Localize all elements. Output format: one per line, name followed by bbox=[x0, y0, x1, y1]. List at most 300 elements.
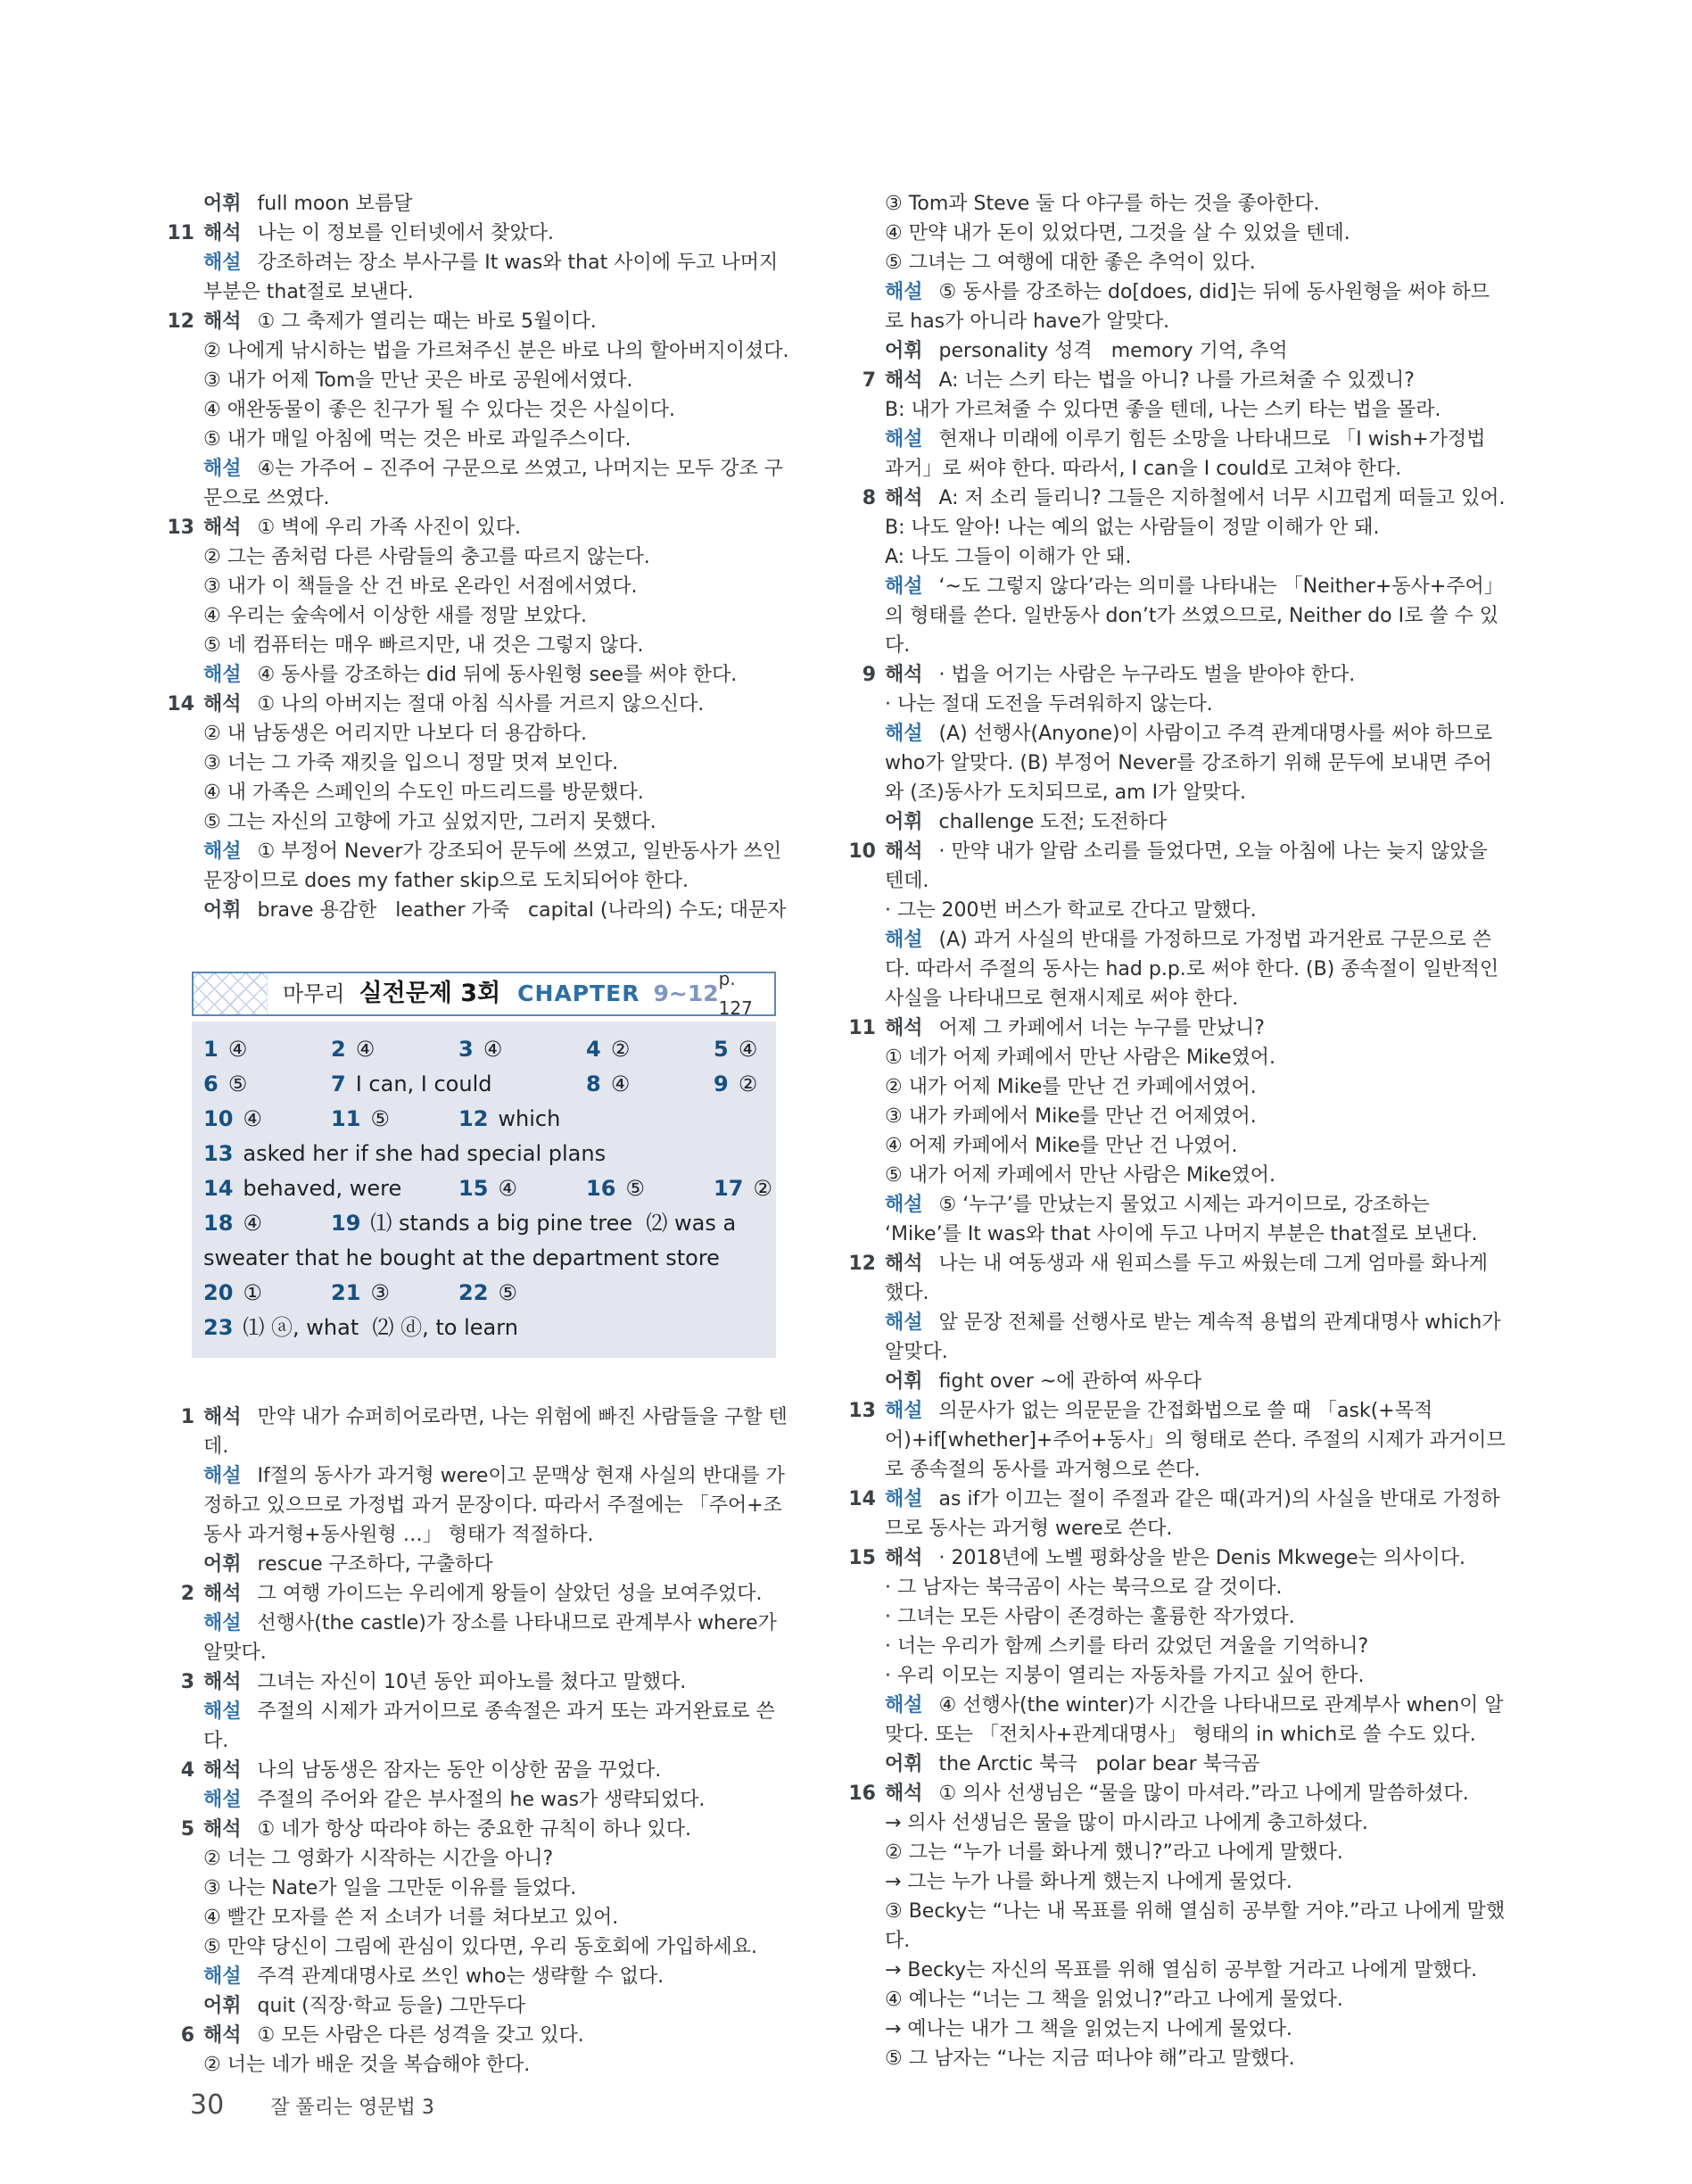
paragraph bbox=[203, 1815, 789, 1844]
paragraph-text: ③ 너는 그 가죽 재킷을 입으니 정말 멋져 보인다. bbox=[203, 752, 619, 774]
label-translation: 해석 bbox=[203, 693, 242, 716]
label-translation: 해석 bbox=[885, 369, 923, 392]
answer-number: 5 bbox=[714, 1037, 729, 1062]
answer-value: ⑴ stands a big pine tree ⑵ was a bbox=[370, 1211, 737, 1236]
answer-cell bbox=[203, 1035, 331, 1064]
paragraph bbox=[885, 1131, 1508, 1161]
answer-number: 15 bbox=[458, 1176, 489, 1201]
paragraph-text: · 만약 내가 알람 소리를 들었다면, 오늘 아침에 나는 늦지 않았을 텐데. bbox=[885, 840, 1494, 892]
paragraph-text: ② 나에게 낚시하는 법을 가르쳐주신 분은 바로 나의 할아버지이셨다. bbox=[203, 340, 789, 362]
paragraph bbox=[885, 513, 1508, 542]
label-translation: 해석 bbox=[203, 222, 242, 244]
answer-number: 2 bbox=[331, 1037, 346, 1062]
paragraph bbox=[885, 1249, 1508, 1308]
answer-cell bbox=[331, 1278, 458, 1308]
paragraph bbox=[885, 542, 1508, 572]
paragraph bbox=[203, 601, 789, 631]
item-number: 8 bbox=[862, 487, 876, 509]
item-number: 12 bbox=[848, 1253, 876, 1275]
answer-number: 13 bbox=[203, 1141, 234, 1166]
answer-number: 20 bbox=[203, 1280, 234, 1305]
label-explanation: 해설 bbox=[885, 1194, 923, 1216]
paragraph-text: 앞 문장 전체를 선행사로 받는 계속적 용법의 관계대명사 which가 알맞다. bbox=[885, 1311, 1507, 1363]
item-number: 9 bbox=[862, 664, 876, 686]
answer-value: ② bbox=[753, 1176, 772, 1201]
item-number: 16 bbox=[848, 1783, 876, 1805]
paragraph-text: 현재나 미래에 이루기 힘든 소망을 나타내므로 「I wish+가정법 과거」로 써야 한다. 따라서, I can을 I could로 고쳐야 한다. bbox=[885, 428, 1492, 480]
answer-item bbox=[846, 837, 1508, 1013]
label-vocabulary: 어휘 bbox=[203, 1995, 242, 2017]
paragraph-text: ⑤ 그는 자신의 고향에 가고 싶었지만, 그러지 못했다. bbox=[203, 811, 656, 833]
item-body bbox=[203, 1756, 789, 1815]
answer-value: ② bbox=[738, 1071, 758, 1096]
paragraph-text: ② 너는 네가 배운 것을 복습해야 한다. bbox=[203, 2054, 531, 2076]
paragraph-text: ④ 내 가족은 스페인의 수도인 마드리드를 방문했다. bbox=[203, 782, 644, 804]
paragraph bbox=[203, 1932, 789, 1962]
paragraph-text: → Becky는 자신의 목표를 위해 열심히 공부할 거라고 나에게 말했다. bbox=[885, 1959, 1478, 1981]
paragraph bbox=[885, 189, 1508, 219]
answer-value: ④ bbox=[738, 1037, 758, 1062]
answer-cell bbox=[331, 1035, 458, 1064]
paragraph-text: 그녀는 자신이 10년 동안 피아노를 쳤다고 말했다. bbox=[257, 1671, 687, 1693]
paragraph-text: ③ 내가 어제 Tom을 만난 곳은 바로 공원에서였다. bbox=[203, 369, 633, 392]
answer-number: 22 bbox=[458, 1280, 489, 1305]
answer-cell bbox=[586, 1035, 714, 1064]
paragraph bbox=[885, 1897, 1508, 1956]
paragraph-text: ③ Tom과 Steve 둘 다 야구를 하는 것을 좋아한다. bbox=[885, 193, 1320, 215]
answer-item bbox=[165, 690, 789, 925]
label-translation: 해석 bbox=[203, 1406, 242, 1428]
answer-value: ③ bbox=[370, 1280, 390, 1305]
label-explanation: 해설 bbox=[203, 840, 242, 863]
paragraph bbox=[203, 807, 789, 837]
right-column bbox=[846, 189, 1508, 2073]
paragraph bbox=[203, 690, 789, 719]
paragraph-text: 나는 내 여동생과 새 원피스를 두고 싸웠는데 그게 엄마를 화나게 했다. bbox=[885, 1253, 1495, 1304]
paragraph bbox=[885, 1161, 1508, 1190]
paragraph-text: ④ 예나는 “너는 그 책을 읽었니?”라고 나에게 물었다. bbox=[885, 1989, 1343, 2011]
paragraph bbox=[203, 1550, 789, 1579]
paragraph-text: A: 너는 스키 타는 법을 아니? 나를 가르쳐줄 수 있겠니? bbox=[938, 369, 1415, 392]
item-number: 14 bbox=[167, 693, 194, 716]
paragraph-text: 그 여행 가이드는 우리에게 왕들이 살았던 성을 보여주었다. bbox=[257, 1583, 763, 1605]
answer-cell bbox=[331, 1104, 458, 1134]
paragraph bbox=[203, 454, 789, 513]
paragraph-text: If절의 동사가 과거형 were이고 문맥상 현재 사실의 반대를 가정하고 있으므로 가정법 과거 문장이다. 따라서 주절에는 「주어+조동사 과거형+동사원형 …」 형태가 적절하다. bbox=[203, 1465, 785, 1546]
label-vocabulary: 어휘 bbox=[203, 899, 242, 922]
paragraph bbox=[885, 1691, 1508, 1750]
answer-value: ④ bbox=[610, 1071, 631, 1096]
item-body bbox=[885, 1013, 1508, 1249]
item-body bbox=[885, 189, 1508, 366]
paragraph bbox=[203, 719, 789, 749]
paragraph bbox=[885, 1543, 1508, 1573]
paragraph bbox=[885, 1838, 1508, 1867]
paragraph bbox=[885, 1367, 1508, 1396]
answer-number: 23 bbox=[203, 1315, 234, 1340]
paragraph-text: the Arctic 북극 polar bear 북극곰 bbox=[938, 1753, 1260, 1775]
item-body bbox=[885, 1485, 1508, 1543]
paragraph bbox=[885, 1190, 1508, 1249]
label-translation: 해석 bbox=[203, 1583, 242, 1605]
answer-number: 21 bbox=[331, 1280, 361, 1305]
paragraph-text: ⑤ 내가 매일 아침에 먹는 것은 바로 과일주스이다. bbox=[203, 428, 631, 451]
answer-number: 11 bbox=[331, 1106, 361, 1131]
answer-number: 8 bbox=[586, 1071, 601, 1096]
answer-value: ④ bbox=[243, 1106, 262, 1131]
answer-item bbox=[165, 1402, 789, 1579]
paragraph-text: ④ 만약 내가 돈이 있었다면, 그것을 살 수 있었을 텐데. bbox=[885, 222, 1350, 244]
paragraph bbox=[885, 1632, 1508, 1661]
label-explanation: 해설 bbox=[885, 281, 923, 303]
item-number: 5 bbox=[180, 1818, 194, 1841]
label-explanation: 해설 bbox=[885, 428, 923, 451]
chapter-label: CHAPTER bbox=[517, 980, 640, 1006]
left-column bbox=[165, 189, 789, 2080]
paragraph-text: fight over ~에 관하여 싸우다 bbox=[938, 1370, 1202, 1393]
paragraph bbox=[203, 572, 789, 601]
paragraph bbox=[885, 1043, 1508, 1072]
paragraph-text: ① 네가 항상 따라야 하는 중요한 규칙이 하나 있다. bbox=[257, 1818, 691, 1841]
label-translation: 해석 bbox=[885, 487, 923, 509]
label-translation: 해석 bbox=[203, 1671, 242, 1693]
label-translation: 해석 bbox=[203, 1759, 242, 1782]
item-number: 6 bbox=[180, 2024, 194, 2047]
paragraph bbox=[885, 660, 1508, 690]
item-number: 11 bbox=[848, 1017, 876, 1039]
answer-value: asked her if she had special plans bbox=[243, 1141, 607, 1166]
answer-grid bbox=[192, 1022, 776, 1358]
page-footer bbox=[190, 2089, 434, 2121]
paragraph-text: ④ 애완동물이 좋은 친구가 될 수 있다는 것은 사실이다. bbox=[203, 399, 675, 421]
label-vocabulary: 어휘 bbox=[885, 1370, 923, 1393]
answer-value: ⑴ ⓐ, what ⑵ ⓓ, to learn bbox=[243, 1315, 518, 1340]
label-explanation: 해설 bbox=[885, 1488, 923, 1510]
label-explanation: 해설 bbox=[203, 1700, 242, 1723]
answer-value: behaved, were bbox=[243, 1176, 402, 1201]
answer-value: ④ bbox=[227, 1037, 248, 1062]
paragraph bbox=[203, 1844, 789, 1874]
paragraph-text: full moon 보름달 bbox=[257, 193, 413, 215]
paragraph-text: ② 내가 어제 Mike를 만난 건 카페에서였어. bbox=[885, 1076, 1257, 1098]
paragraph-text: as if가 이끄는 절이 주절과 같은 때(과거)의 사실을 반대로 가정하므로 동사는 과거형 were로 쓴다. bbox=[885, 1488, 1500, 1540]
answer-value: ⑤ bbox=[370, 1106, 390, 1131]
answer-item bbox=[846, 1779, 1508, 2073]
answer-item bbox=[846, 1396, 1508, 1485]
paragraph-text: (A) 선행사(Anyone)이 사람이고 주격 관계대명사를 써야 하므로 who가 알맞다. (B) 부정어 Never를 강조하기 위해 문두에 보내면 주어와 (조)동사가 도치되므로, am I가 알맞다. bbox=[885, 723, 1499, 804]
paragraph bbox=[885, 1750, 1508, 1779]
paragraph bbox=[203, 395, 789, 425]
answer-value: ① bbox=[243, 1280, 262, 1305]
label-vocabulary: 어휘 bbox=[885, 1753, 923, 1775]
answer-number: 12 bbox=[458, 1106, 489, 1131]
paragraph-text: ① 의사 선생님은 “물을 많이 마셔라.”라고 나에게 말씀하셨다. bbox=[938, 1783, 1469, 1805]
answer-value: ② bbox=[610, 1037, 631, 1062]
paragraph-text: ③ Becky는 “나는 내 목표를 위해 열심히 공부할 거야.”라고 나에게 말했다. bbox=[885, 1900, 1506, 1952]
paragraph bbox=[203, 631, 789, 660]
paragraph-text: 주절의 주어와 같은 부사절의 he was가 생략되었다. bbox=[257, 1789, 706, 1811]
item-body bbox=[885, 366, 1508, 484]
paragraph-text: ① 그 축제가 열리는 때는 바로 5월이다. bbox=[257, 310, 597, 333]
paragraph-text: challenge 도전; 도전하다 bbox=[938, 811, 1168, 833]
label-translation: 해석 bbox=[203, 517, 242, 539]
label-explanation: 해설 bbox=[203, 1965, 242, 1988]
label-translation: 해석 bbox=[203, 1818, 242, 1841]
answer-value: ⑤ bbox=[227, 1071, 248, 1096]
item-body bbox=[203, 513, 789, 690]
item-body bbox=[203, 1402, 789, 1579]
paragraph bbox=[885, 1956, 1508, 1985]
answer-item bbox=[165, 513, 789, 690]
paragraph bbox=[885, 219, 1508, 248]
answer-item bbox=[846, 660, 1508, 837]
answer-value: which bbox=[498, 1106, 561, 1131]
answer-item bbox=[165, 1815, 789, 2021]
paragraph-text: 주절의 시제가 과거이므로 종속절은 과거 또는 과거완료로 쓴다. bbox=[203, 1700, 775, 1752]
paragraph bbox=[203, 1991, 789, 2021]
paragraph bbox=[885, 1867, 1508, 1897]
paragraph bbox=[885, 572, 1508, 660]
paragraph bbox=[203, 1785, 789, 1815]
paragraph bbox=[203, 1903, 789, 1932]
paragraph bbox=[885, 248, 1508, 277]
paragraph bbox=[203, 248, 789, 307]
label-explanation: 해설 bbox=[885, 929, 923, 951]
item-number: 11 bbox=[167, 222, 194, 244]
paragraph-text: · 그는 200번 버스가 학교로 간다고 말했다. bbox=[885, 899, 1257, 922]
paragraph-text: · 나는 절대 도전을 두려워하지 않는다. bbox=[885, 693, 1213, 716]
paragraph-text: → 그는 누가 나를 화나게 했는지 나에게 물었다. bbox=[885, 1871, 1292, 1893]
paragraph-text: ⑤ 그 남자는 “나는 지금 떠나야 해”라고 말했다. bbox=[885, 2048, 1295, 2070]
paragraph-text: A: 저 소리 들리니? 그들은 지하철에서 너무 시끄럽게 떠들고 있어. bbox=[938, 487, 1506, 509]
paragraph-text: 나는 이 정보를 인터넷에서 찾았다. bbox=[257, 222, 555, 244]
label-translation: 해석 bbox=[885, 1547, 923, 1569]
paragraph-text: ① 네가 어제 카페에서 만난 사람은 Mike였어. bbox=[885, 1046, 1276, 1069]
paragraph bbox=[203, 1579, 789, 1609]
answer-cell-continuation bbox=[203, 1244, 772, 1273]
answer-key-title bbox=[283, 979, 719, 1010]
paragraph bbox=[885, 1985, 1508, 2014]
item-body bbox=[203, 1579, 789, 1667]
paragraph-text: ① 모든 사람은 다른 성격을 갖고 있다. bbox=[257, 2024, 584, 2047]
answer-value: ⑤ bbox=[498, 1280, 517, 1305]
label-explanation: 해설 bbox=[203, 252, 242, 274]
label-explanation: 해설 bbox=[885, 1311, 923, 1334]
answer-number: 17 bbox=[714, 1176, 744, 1201]
paragraph bbox=[885, 1013, 1508, 1043]
answer-cell bbox=[714, 1174, 772, 1204]
paragraph-text: ④ 선행사(the winter)가 시간을 나타내므로 관계부사 when이 알맞다. 또는 「전치사+관계대명사」 형태의 in which로 쓸 수도 있다. bbox=[885, 1694, 1504, 1746]
paragraph-text: B: 내가 가르쳐줄 수 있다면 좋을 텐데, 나는 스키 타는 법을 몰라. bbox=[885, 399, 1441, 421]
paragraph bbox=[203, 1609, 789, 1667]
paragraph-text: · 그녀는 모든 사람이 존경하는 훌륭한 작가였다. bbox=[885, 1606, 1295, 1628]
book-title: 잘 풀리는 영문법 3 bbox=[270, 2097, 434, 2119]
label-translation: 해석 bbox=[885, 664, 923, 686]
paragraph bbox=[203, 1667, 789, 1697]
paragraph-text: ③ 내가 이 책들을 산 건 바로 온라인 서점에서였다. bbox=[203, 575, 638, 598]
page-number: 30 bbox=[190, 2089, 225, 2121]
item-number: 1 bbox=[180, 1406, 194, 1428]
answer-cell bbox=[458, 1104, 772, 1134]
answer-cell bbox=[331, 1070, 586, 1099]
answer-number: 6 bbox=[203, 1071, 219, 1096]
label-explanation: 해설 bbox=[885, 1694, 923, 1717]
paragraph bbox=[203, 189, 789, 219]
paragraph-text: rescue 구조하다, 구출하다 bbox=[257, 1553, 493, 1576]
answer-cell bbox=[203, 1070, 331, 1099]
item-number: 12 bbox=[167, 310, 194, 333]
paragraph-text: 선행사(the castle)가 장소를 나타내므로 관계부사 where가 알맞다. bbox=[203, 1612, 783, 1664]
paragraph bbox=[203, 336, 789, 366]
paragraph-text: ④ 빨간 모자를 쓴 저 소녀가 너를 쳐다보고 있어. bbox=[203, 1907, 619, 1929]
label-translation: 해석 bbox=[885, 1253, 923, 1275]
item-number: 13 bbox=[167, 517, 194, 539]
answer-number: 19 bbox=[331, 1211, 361, 1236]
paragraph-text: ‘~도 그렇지 않다’라는 의미를 나타내는 「Neither+동사+주어」의 형태를 쓴다. 일반동사 don’t가 쓰였으므로, Neither do I로 쓸 수 있다. bbox=[885, 575, 1504, 657]
paragraph bbox=[885, 807, 1508, 837]
paragraph bbox=[885, 1102, 1508, 1131]
answer-item bbox=[846, 366, 1508, 484]
paragraph bbox=[885, 896, 1508, 925]
label-vocabulary: 어휘 bbox=[885, 340, 923, 362]
paragraph-text: ① 부정어 Never가 강조되어 문두에 쓰였고, 일반동사가 쓰인 문장이므로 does my father skip으로 도치되어야 한다. bbox=[203, 840, 788, 892]
item-body bbox=[885, 1396, 1508, 1485]
page-reference: p. 127 bbox=[718, 968, 753, 1019]
item-body bbox=[885, 660, 1508, 837]
answer-cell bbox=[458, 1278, 586, 1308]
paragraph bbox=[203, 1461, 789, 1550]
item-body bbox=[885, 837, 1508, 1013]
paragraph-text: ④ 동사를 강조하는 did 뒤에 동사원형 see를 써야 한다. bbox=[257, 664, 738, 686]
paragraph bbox=[885, 690, 1508, 719]
item-number: 3 bbox=[180, 1671, 194, 1693]
paragraph-text: 의문사가 없는 의문문을 간접화법으로 쓸 때 「ask(+목적어)+if[whether]+주어+동사」의 형태로 쓴다. 주절의 시제가 과거이므로 종속절의 동사를 과거형으로 쓴다. bbox=[885, 1400, 1506, 1481]
answer-item bbox=[165, 2021, 789, 2080]
paragraph-text: ④ 어제 카페에서 Mike를 만난 건 나였어. bbox=[885, 1135, 1238, 1157]
chapter-range: 9~12 bbox=[653, 980, 719, 1006]
answer-item bbox=[846, 1543, 1508, 1779]
paragraph bbox=[885, 1485, 1508, 1543]
paragraph-text: ⑤ 동사를 강조하는 do[does, did]는 뒤에 동사원형을 써야 하므로 has가 아니라 have가 알맞다. bbox=[885, 281, 1490, 333]
answer-number: 9 bbox=[714, 1071, 729, 1096]
answer-value: I can, I could bbox=[355, 1071, 492, 1096]
paragraph-text: ① 나의 아버지는 절대 아침 식사를 거르지 않으신다. bbox=[257, 693, 705, 716]
answer-value: ⑤ bbox=[625, 1176, 645, 1201]
answer-item bbox=[165, 189, 789, 219]
paragraph bbox=[885, 395, 1508, 425]
paragraph-text: · 우리 이모는 지붕이 열리는 자동차를 가지고 싶어 한다. bbox=[885, 1665, 1365, 1687]
item-number: 15 bbox=[848, 1547, 876, 1569]
paragraph-text: · 너는 우리가 함께 스키를 타러 갔었던 겨울을 기억하니? bbox=[885, 1635, 1369, 1658]
paragraph-text: ④는 가주어 – 진주어 구문으로 쓰였고, 나머지는 모두 강조 구문으로 쓰였다. bbox=[203, 458, 783, 509]
paragraph bbox=[203, 366, 789, 395]
paragraph bbox=[885, 484, 1508, 513]
label-vocabulary: 어휘 bbox=[203, 193, 242, 215]
paragraph bbox=[885, 1661, 1508, 1691]
paragraph-text: ② 너는 그 영화가 시작하는 시간을 아니? bbox=[203, 1848, 554, 1870]
label-explanation: 해설 bbox=[203, 664, 242, 686]
answer-cell bbox=[203, 1209, 331, 1238]
paragraph bbox=[203, 749, 789, 778]
label-explanation: 해설 bbox=[203, 1789, 242, 1811]
answer-value: sweater that he bought at the department store bbox=[203, 1245, 720, 1270]
paragraph-text: ⑤ 내가 어제 카페에서 만난 사람은 Mike였어. bbox=[885, 1164, 1276, 1187]
paragraph bbox=[203, 1962, 789, 1991]
paragraph-text: ③ 나는 Nate가 일을 그만둔 이유를 들었다. bbox=[203, 1877, 577, 1899]
label-vocabulary: 어휘 bbox=[885, 811, 923, 833]
item-body bbox=[885, 484, 1508, 660]
paragraph bbox=[885, 925, 1508, 1013]
paragraph-text: → 예나는 내가 그 책을 읽었는지 나에게 물었다. bbox=[885, 2018, 1292, 2040]
paragraph-text: · 2018년에 노벨 평화상을 받은 Denis Mkwege는 의사이다. bbox=[938, 1547, 1465, 1569]
label-translation: 해석 bbox=[203, 2024, 242, 2047]
paragraph bbox=[885, 336, 1508, 366]
paragraph-text: ② 그는 “누가 너를 화나게 했니?”라고 나에게 말했다. bbox=[885, 1841, 1343, 1864]
item-number: 14 bbox=[848, 1488, 876, 1510]
item-body bbox=[885, 1249, 1508, 1396]
answer-number: 3 bbox=[458, 1037, 474, 1062]
label-explanation: 해설 bbox=[203, 458, 242, 480]
answer-number: 18 bbox=[203, 1211, 234, 1236]
answer-cell bbox=[586, 1174, 714, 1204]
paragraph-text: ② 내 남동생은 어리지만 나보다 더 용감하다. bbox=[203, 723, 587, 745]
label-explanation: 해설 bbox=[885, 723, 923, 745]
paragraph bbox=[885, 1779, 1508, 1808]
answer-item bbox=[846, 484, 1508, 660]
paragraph-text: · 그 남자는 북극곰이 사는 북극으로 갈 것이다. bbox=[885, 1576, 1283, 1599]
paragraph bbox=[203, 542, 789, 572]
diamond-pattern-decoration bbox=[194, 973, 268, 1014]
answer-item bbox=[165, 1667, 789, 1756]
paragraph-text: ③ 내가 카페에서 Mike를 만난 건 어제였어. bbox=[885, 1105, 1257, 1128]
paragraph bbox=[885, 2044, 1508, 2073]
answer-cell bbox=[458, 1174, 586, 1204]
answer-value: ④ bbox=[483, 1037, 503, 1062]
answer-cell bbox=[458, 1035, 586, 1064]
answer-cell bbox=[714, 1070, 772, 1099]
paragraph-text: 주격 관계대명사로 쓰인 who는 생략할 수 없다. bbox=[257, 1965, 664, 1988]
title-main: 실전문제 3회 bbox=[359, 979, 501, 1007]
paragraph-text: 어제 그 카페에서 너는 누구를 만났니? bbox=[938, 1017, 1265, 1039]
item-body bbox=[203, 1815, 789, 2021]
title-prefix: 마무리 bbox=[283, 980, 345, 1006]
paragraph-text: ④ 우리는 숲속에서 이상한 새를 정말 보았다. bbox=[203, 605, 587, 627]
paragraph-text: ⑤ ‘누구’를 만났는지 물었고 시제는 과거이므로, 강조하는 ‘Mike’를 It was와 that 사이에 두고 나머지 부분은 that절로 보낸다. bbox=[885, 1194, 1478, 1245]
paragraph-text: ⑤ 만약 당신이 그림에 관심이 있다면, 우리 동호회에 가입하세요. bbox=[203, 1936, 757, 1958]
paragraph-text: → 의사 선생님은 물을 많이 마시라고 나에게 충고하셨다. bbox=[885, 1812, 1368, 1834]
item-number: 4 bbox=[180, 1759, 194, 1782]
paragraph bbox=[203, 837, 789, 896]
paragraph bbox=[885, 837, 1508, 896]
paragraph bbox=[203, 307, 789, 336]
paragraph-text: ⑤ 네 컴퓨터는 매우 빠르지만, 내 것은 그렇지 않다. bbox=[203, 634, 644, 657]
item-number: 10 bbox=[848, 840, 876, 863]
paragraph-text: ① 벽에 우리 가족 사진이 있다. bbox=[257, 517, 521, 539]
paragraph-text: (A) 과거 사실의 반대를 가정하므로 가정법 과거완료 구문으로 쓴다. 따라서 주절의 동사는 had p.p.로 써야 한다. (B) 종속절이 일반적인 사실을 나타내므로 현재시제로 써야 한다. bbox=[885, 929, 1506, 1010]
answer-item bbox=[846, 1013, 1508, 1249]
paragraph bbox=[885, 1573, 1508, 1602]
item-body bbox=[203, 2021, 789, 2080]
answer-item bbox=[846, 189, 1508, 366]
paragraph bbox=[885, 1602, 1508, 1632]
paragraph bbox=[203, 660, 789, 690]
paragraph bbox=[885, 1072, 1508, 1102]
paragraph bbox=[885, 2014, 1508, 2044]
answer-value: ④ bbox=[243, 1211, 262, 1236]
label-explanation: 해설 bbox=[885, 575, 923, 598]
paragraph bbox=[203, 425, 789, 454]
paragraph bbox=[885, 425, 1508, 484]
